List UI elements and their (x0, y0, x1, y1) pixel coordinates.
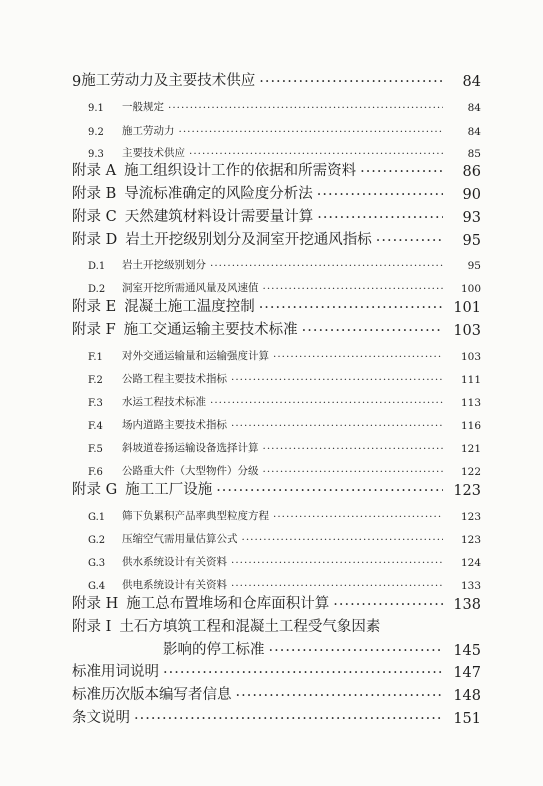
toc-entry-title: 施工劳动力 (122, 125, 175, 137)
toc-entry-page: 133 (460, 580, 481, 592)
toc-entry-number: 附录 H (72, 596, 119, 612)
toc-entry-page: 145 (453, 643, 481, 659)
dot-leader (216, 483, 443, 499)
toc-entry-title: 公路重大件（大型物件）分级 (122, 465, 259, 477)
toc-entry-f-6[interactable] (0, 458, 543, 478)
dot-leader (168, 102, 443, 114)
dot-leader (231, 420, 443, 432)
toc-entry-number: 附录 D (72, 232, 118, 248)
toc-entry-page: 123 (460, 534, 481, 546)
toc-entry-title: 一般规定 (122, 101, 164, 113)
toc-entry-page: 116 (460, 420, 481, 432)
toc-entry-page: 84 (467, 102, 481, 114)
dot-leader (236, 688, 444, 704)
toc-entry-appendix-a[interactable] (0, 160, 543, 180)
toc-entry-title: 导流标准确定的风险度分析法 (124, 186, 313, 202)
dot-leader (376, 233, 443, 249)
toc-entry-title: 施工组织设计工作的依据和所需资料 (124, 163, 357, 179)
toc-entry-d-1[interactable] (0, 252, 543, 272)
dot-leader (273, 351, 443, 363)
toc-entry-f-2[interactable] (0, 366, 543, 386)
toc-entry-title: 对外交通运输量和运输强度计算 (122, 350, 269, 362)
toc-entry-title: 施工总布置堆场和仓库面积计算 (126, 596, 330, 612)
toc-entry-editors-info[interactable] (0, 684, 543, 704)
dot-leader (231, 374, 443, 386)
toc-entry-title: 标准历次版本编写者信息 (72, 687, 232, 703)
dot-leader (259, 74, 443, 90)
toc-entry-title: 公路工程主要技术指标 (122, 373, 227, 385)
toc-entry-page: 85 (467, 148, 481, 160)
toc-entry-page: 100 (460, 283, 481, 295)
toc-entry-number: G.2 (88, 535, 106, 546)
dot-leader (134, 711, 443, 727)
toc-entry-title: 斜坡道卷扬运输设备选择计算 (122, 442, 259, 454)
dot-leader (259, 300, 443, 316)
toc-entry-title: 施工工厂设施 (125, 482, 213, 498)
toc-entry-title: 天然建筑材料设计需要量计算 (124, 209, 314, 225)
toc-entry-appendix-c[interactable] (0, 206, 543, 226)
toc-entry-f-3[interactable] (0, 389, 543, 409)
toc-entry-number: F.1 (88, 352, 103, 363)
toc-entry-number: 附录 E (72, 299, 117, 315)
toc-entry-title: 筛下负累积产品率典型粒度方程 (122, 510, 269, 522)
toc-entry-page: 86 (462, 164, 481, 180)
toc-entry-standard-terms[interactable] (0, 661, 543, 681)
dot-leader (231, 580, 443, 592)
toc-entry-number: 9.1 (88, 103, 104, 114)
dot-leader (263, 443, 444, 455)
toc-entry-number: 附录 G (72, 482, 118, 498)
toc-entry-9[interactable] (0, 70, 543, 90)
toc-entry-f-4[interactable] (0, 412, 543, 432)
toc-entry-9-3[interactable] (0, 140, 543, 160)
toc-entry-title: 场内道路主要技术指标 (122, 419, 227, 431)
toc-entry-number: 附录 B (72, 186, 117, 202)
toc-entry-appendix-b[interactable] (0, 183, 543, 203)
toc-entry-title: 标准用词说明 (72, 664, 159, 680)
toc-entry-title: 洞室开挖所需通风量及风速值 (122, 282, 259, 294)
toc-entry-title: 施工劳动力及主要技术供应 (81, 73, 256, 89)
dot-leader (242, 534, 444, 546)
dot-leader (179, 126, 444, 138)
toc-entry-page: 84 (467, 126, 481, 138)
toc-entry-number: 附录 A (72, 163, 117, 179)
toc-entry-page: 147 (453, 665, 481, 681)
toc-entry-f-5[interactable] (0, 435, 543, 455)
toc-entry-page: 123 (453, 483, 481, 499)
toc-entry-number: 9.3 (88, 149, 104, 160)
toc-entry-page: 124 (460, 557, 481, 569)
toc-entry-d-2[interactable] (0, 275, 543, 295)
toc-entry-number: 附录 C (72, 209, 117, 225)
dot-leader (263, 466, 444, 478)
dot-leader (263, 283, 444, 295)
toc-entry-title: 压缩空气需用量估算公式 (122, 533, 238, 545)
toc-entry-number: F.5 (88, 444, 103, 455)
toc-entry-page: 148 (453, 688, 481, 704)
toc-entry-number: F.3 (88, 398, 103, 409)
toc-entry-number: D.2 (88, 284, 106, 295)
toc-entry-page: 103 (453, 323, 481, 339)
toc-entry-number: G.4 (88, 581, 106, 592)
toc-entry-number: G.1 (88, 512, 106, 523)
toc-entry-page: 95 (462, 233, 481, 249)
toc-entry-page: 113 (460, 397, 481, 409)
toc-entry-appendix-d[interactable] (0, 229, 543, 249)
toc-entry-title: 供水系统设计有关资料 (122, 556, 227, 568)
toc-entry-number: G.3 (88, 558, 106, 569)
dot-leader (360, 164, 443, 180)
toc-entry-number: 9.2 (88, 127, 104, 138)
toc-entry-page: 122 (460, 466, 481, 478)
toc-entry-page: 101 (453, 300, 481, 316)
toc-entry-page: 151 (453, 711, 481, 727)
toc-entry-clause-explanation[interactable] (0, 707, 543, 727)
toc-entry-9-1[interactable] (0, 94, 543, 114)
toc-entry-title: 影响的停工标准 (163, 642, 265, 658)
toc-entry-appendix-f[interactable] (0, 319, 543, 339)
dot-leader (210, 397, 443, 409)
toc-entry-number: D.1 (88, 261, 106, 272)
toc-entry-number: F.2 (88, 375, 103, 386)
toc-entry-page: 93 (462, 210, 481, 226)
toc-entry-appendix-i[interactable] (0, 616, 543, 636)
dot-leader (163, 665, 443, 681)
toc-entry-title: 混凝土施工温度控制 (124, 299, 255, 315)
dot-leader (231, 557, 443, 569)
toc-entry-g-2[interactable] (0, 526, 543, 546)
toc-entry-appendix-i-continued[interactable] (0, 639, 543, 659)
dot-leader (273, 511, 443, 523)
toc-entry-page: 103 (460, 351, 481, 363)
toc-entry-title: 岩土开挖级别划分及洞室开挖通风指标 (125, 232, 372, 248)
toc-entry-page: 123 (460, 511, 481, 523)
toc-entry-g-4[interactable] (0, 572, 543, 592)
toc-entry-page: 138 (453, 597, 481, 613)
toc-entry-9-2[interactable] (0, 118, 543, 138)
toc-entry-number: F.4 (88, 421, 103, 432)
dot-leader (269, 643, 444, 659)
toc-entry-number: F.6 (88, 467, 103, 478)
toc-entry-page: 90 (462, 187, 481, 203)
toc-entry-g-3[interactable] (0, 549, 543, 569)
toc-entry-number: 附录 F (72, 322, 116, 338)
toc-entry-appendix-g[interactable] (0, 479, 543, 499)
toc-entry-page: 84 (462, 74, 481, 90)
toc-entry-page: 121 (460, 443, 481, 455)
dot-leader (333, 597, 443, 613)
dot-leader (210, 260, 443, 272)
toc-entry-number: 附录 I (72, 619, 112, 635)
toc-entry-title: 施工交通运输主要技术标准 (123, 322, 298, 338)
toc-entry-title: 水运工程技术标准 (122, 396, 206, 408)
dot-leader (302, 323, 443, 339)
toc-entry-f-1[interactable] (0, 343, 543, 363)
toc-entry-number: 9 (72, 74, 82, 90)
toc-entry-title: 供电系统设计有关资料 (122, 579, 227, 591)
toc-entry-page: 111 (460, 374, 481, 386)
toc-entry-title: 条文说明 (72, 710, 130, 726)
dot-leader (317, 210, 443, 226)
toc-entry-appendix-h[interactable] (0, 593, 543, 613)
toc-entry-appendix-e[interactable] (0, 296, 543, 316)
toc-entry-title: 主要技术供应 (122, 147, 185, 159)
dot-leader (317, 187, 443, 203)
toc-entry-g-1[interactable] (0, 503, 543, 523)
toc-entry-page: 95 (467, 260, 481, 272)
toc-entry-title: 岩土开挖级别划分 (122, 259, 206, 271)
toc-entry-title: 土石方填筑工程和混凝土工程受气象因素 (119, 619, 381, 635)
